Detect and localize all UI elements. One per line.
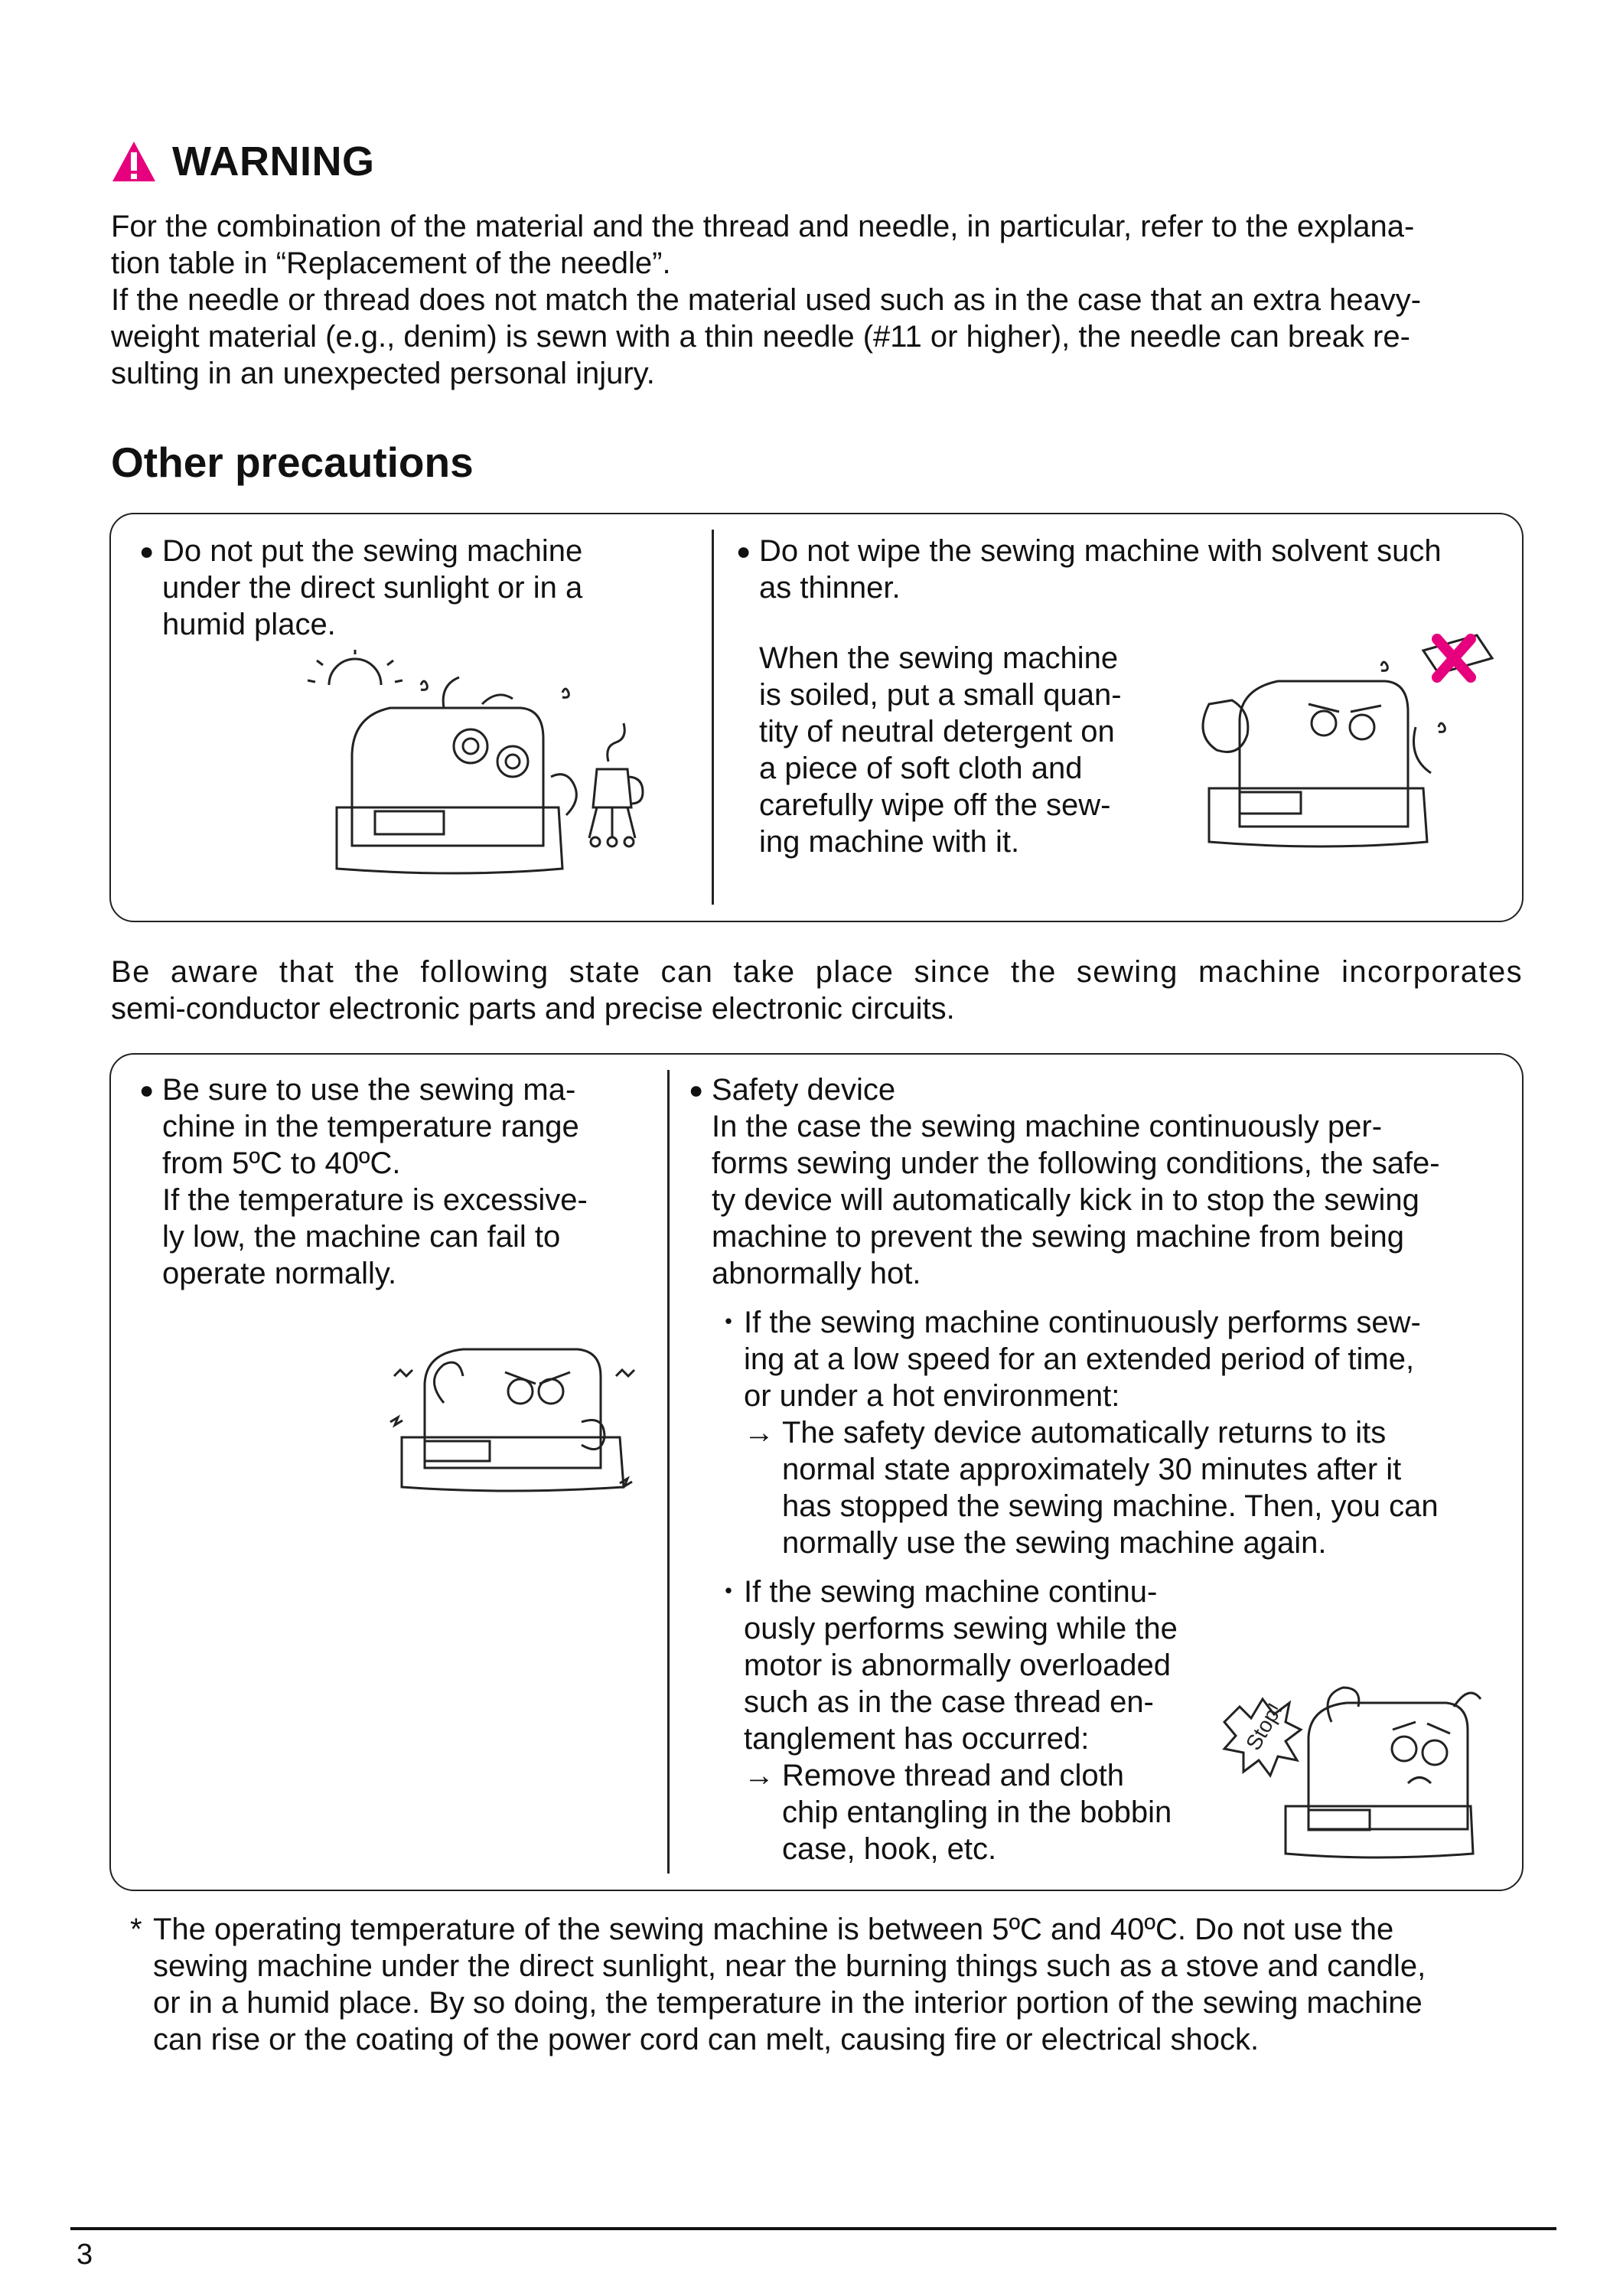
cold-sewing-machine-illustration	[386, 1330, 639, 1499]
text-line: Do not put the sewing machine	[162, 534, 583, 568]
precaution-solvent	[736, 533, 1509, 606]
text-line: or in a humid place. By so doing, the temperature in the interior portion of the sewing machine	[153, 1986, 1423, 2020]
text-line: motor is abnormally overloaded	[744, 1649, 1172, 1682]
warning-text	[111, 208, 1519, 392]
text-line: tity of neutral detergent on	[759, 715, 1115, 748]
condition-low-speed	[713, 1304, 1517, 1561]
item-marker: ・	[713, 1306, 744, 1339]
text-line: chine in the temperature range	[162, 1110, 579, 1143]
text-line: tanglement has occurred:	[744, 1722, 1090, 1756]
text-line: In the case the sewing machine continuously per-	[712, 1110, 1383, 1143]
text-line: Be sure to use the sewing ma-	[162, 1073, 576, 1107]
precaution-sunlight	[139, 533, 690, 643]
warning-line: If the needle or thread does not match the material used such as in the case that an extra heavy-	[111, 283, 1422, 317]
page-number: 3	[77, 2239, 93, 2271]
text-line: abnormally hot.	[712, 1257, 921, 1290]
bullet-dot: ●	[689, 1076, 704, 1104]
text-line: machine to prevent the sewing machine from being	[712, 1220, 1404, 1254]
operating-temperature-note	[130, 1911, 1523, 2058]
item-marker: ・	[713, 1575, 744, 1609]
text-line: is soiled, put a small quan-	[759, 678, 1122, 712]
text-line: The safety device automatically returns to its	[782, 1416, 1387, 1450]
text-line: sewing machine under the direct sunlight, near the burning things such as a stove and candle,	[153, 1949, 1426, 1983]
text-line: Remove thread and cloth	[782, 1759, 1124, 1792]
bullet-dot: ●	[139, 537, 155, 565]
text-line: normally use the sewing machine again.	[782, 1526, 1327, 1560]
text-line: humid place.	[162, 608, 336, 641]
text-line: semi-conductor electronic parts and precise electronic circuits.	[111, 992, 955, 1026]
text-line: as thinner.	[759, 571, 901, 605]
text-line: If the sewing machine continu-	[744, 1575, 1158, 1609]
text-line: The operating temperature of the sewing machine is between 5ºC and 40ºC. Do not use the	[153, 1913, 1394, 1946]
text-line: ing machine with it.	[759, 825, 1020, 859]
condition-overload	[713, 1574, 1218, 1867]
text-line: carefully wipe off the sew-	[759, 788, 1111, 822]
stop-label: Stop!	[1241, 1698, 1287, 1755]
text-line: If the temperature is excessive-	[162, 1183, 588, 1217]
text-line: chip entangling in the bobbin	[782, 1795, 1172, 1829]
text-line: under the direct sunlight or in a	[162, 571, 583, 605]
text-line: normal state approximately 30 minutes after it	[782, 1453, 1402, 1486]
warning-line: tion table in “Replacement of the needle”.	[111, 246, 671, 280]
text-line: has stopped the sewing machine. Then, you can	[782, 1489, 1439, 1523]
safety-device-section	[689, 1071, 1515, 1292]
box-divider	[667, 1070, 670, 1874]
text-line: When the sewing machine	[759, 641, 1119, 675]
arrow-icon: →	[744, 1759, 774, 1792]
stop-sewing-machine-illustration	[1224, 1676, 1477, 1860]
warning-triangle-icon	[111, 140, 157, 183]
text-line: Do not wipe the sewing machine with solvent such	[759, 534, 1442, 568]
footnote-marker: *	[130, 1913, 142, 1946]
text-line: ty device will automatically kick in to stop the sewing	[712, 1183, 1419, 1217]
text-line: or under a hot environment:	[744, 1379, 1120, 1413]
text-line: a piece of soft cloth and	[759, 752, 1083, 785]
text-line: ly low, the machine can fail to	[162, 1220, 561, 1254]
text-line: If the sewing machine continuously performs sew-	[744, 1306, 1421, 1339]
warning-line: For the combination of the material and the thread and needle, in particular, refer to the explana-	[111, 210, 1415, 243]
arrow-icon: →	[744, 1416, 774, 1450]
warning-line: sulting in an unexpected personal injury.	[111, 357, 655, 390]
text-line: Be aware that the following state can take place since the sewing machine incorporates	[111, 955, 1523, 989]
text-line: operate normally.	[162, 1257, 397, 1290]
aware-paragraph	[111, 954, 1523, 1027]
solvent-bottle-illustration	[1194, 635, 1500, 857]
text-line: can rise or the coating of the power cord can melt, causing fire or electrical shock.	[153, 2023, 1260, 2056]
warning-line: weight material (e.g., denim) is sewn with a thin needle (#11 or higher), the needle can break re-	[111, 320, 1410, 354]
sun-sewing-machine-illustration	[306, 654, 658, 884]
text-line: from 5ºC to 40ºC.	[162, 1146, 401, 1180]
bullet-dot: ●	[736, 537, 751, 565]
text-line: forms sewing under the following conditions, the safe-	[712, 1146, 1440, 1180]
safety-device-title: Safety device	[712, 1073, 896, 1107]
temperature-range-note	[139, 1071, 660, 1292]
cleaning-instructions	[759, 640, 1188, 860]
text-line: ing at a low speed for an extended period of time,	[744, 1342, 1415, 1376]
warning-header	[111, 135, 374, 188]
footer-rule	[70, 2227, 1556, 2230]
text-line: ously performs sewing while the	[744, 1612, 1178, 1645]
warning-title: WARNING	[172, 139, 375, 184]
bullet-dot: ●	[139, 1076, 155, 1104]
box-divider	[712, 530, 714, 905]
text-line: such as in the case thread en-	[744, 1685, 1154, 1719]
text-line: case, hook, etc.	[782, 1832, 997, 1866]
section-heading-other-precautions: Other precautions	[111, 439, 474, 486]
